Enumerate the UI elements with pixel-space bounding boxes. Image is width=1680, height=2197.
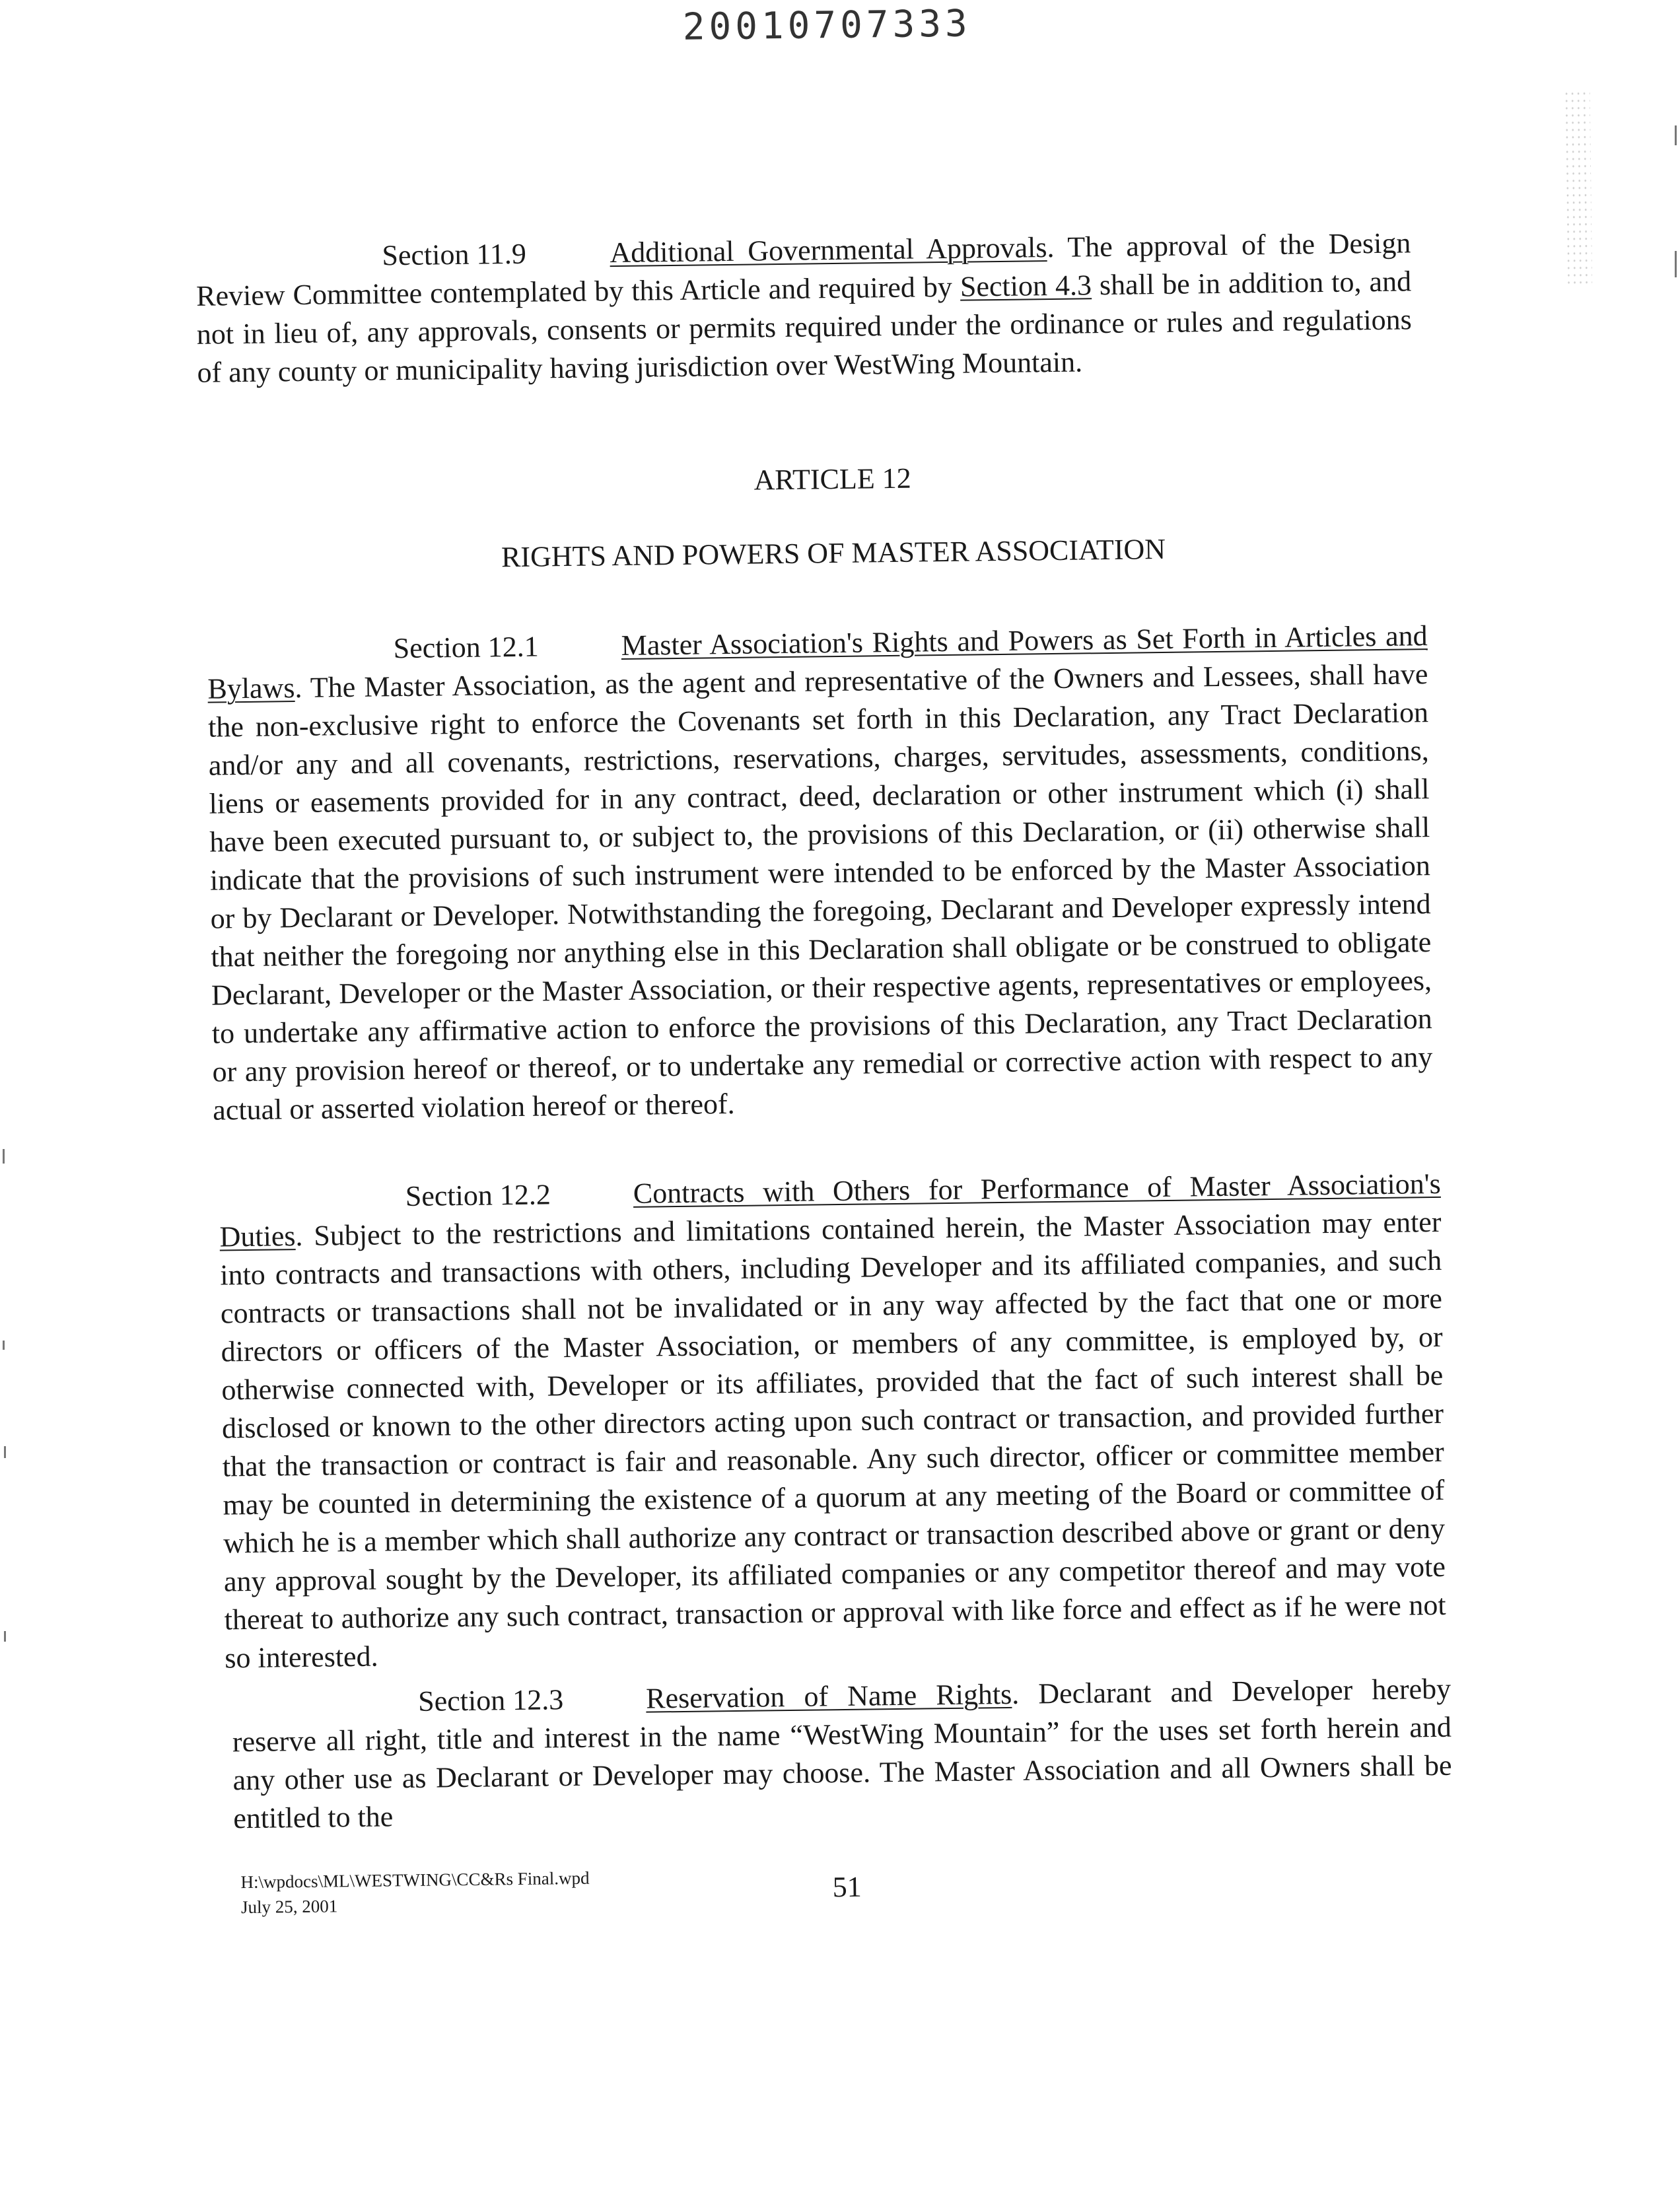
section-heading: Reservation of Name Rights (645, 1677, 1012, 1715)
scan-edge-mark (4, 1631, 6, 1642)
section-number: Section 11.9 (382, 237, 527, 272)
section-heading: Contracts with Others for Performance of Master Association's Duties (219, 1167, 1442, 1253)
scan-edge-mark (1675, 251, 1677, 277)
section-text: . The Master Association, as the agent and representative of the Owners and Lessees, shall have the non-exclusive right to enforce the Covenants set forth in this Declaration, any Tract Declaration and/or any and all covenants, restrictions, reservations, charges, servitudes, assessments, conditions, liens or easements provided for in any contract, deed, declaration or other instrument which (i) shall have been executed pursuant to, or subject to, the provisions of this Declaration, or (ii) otherwise shall indicate that the provisions of such instrument were intended to be enforced by the Master Association or by Declarant or Developer. Notwithstanding the foregoing, Declarant and Developer expressly intend that neither the foregoing nor anything else in this Declaration shall obligate or be construed to obligate Declarant, Developer or the Master Association, or their respective agents, representatives or employees, to undertake any affirmative action to enforce the provisions of this Declaration, any Tract Declaration or any provision hereof or thereof, or to undertake any remedial or corrective action with respect to any actual or asserted violation hereof or thereof. (207, 658, 1433, 1127)
section-12-3 (232, 1670, 1453, 1838)
scan-edge-mark (3, 1341, 5, 1350)
section-text: shall be in addition to, and not in lieu of, any approvals, consents or permits required under the ordinance or rules and regulations of any county or municipality having jurisdiction over WestWing Mountain. (196, 265, 1413, 389)
footer-file-info (240, 1866, 590, 1920)
page-number: 51 (832, 1870, 862, 1904)
section-heading: Master Association's Rights and Powers as Set Forth in Articles and Bylaws (207, 619, 1428, 705)
section-text: . The approval of the Design Review Committee contemplated by this Article and required by (195, 227, 1411, 312)
footer-date: July 25, 2001 (240, 1896, 338, 1918)
section-12-1 (207, 617, 1433, 1130)
section-11-9 (195, 224, 1413, 392)
article-subtitle-text: RIGHTS AND POWERS OF MASTER ASSOCIATION (501, 532, 1166, 574)
section-number: Section 12.1 (393, 630, 539, 665)
scan-edge-mark (1675, 125, 1677, 145)
article-subtitle (0, 526, 1673, 580)
recording-number: 20010707333 (682, 2, 972, 49)
section-heading: Additional Governmental Approvals (610, 231, 1047, 269)
section-number: Section 12.3 (417, 1683, 564, 1718)
scan-edge-mark (4, 1446, 6, 1458)
footer-file-path: H:\wpdocs\ML\WESTWING\CC&Rs Final.wpd (240, 1867, 590, 1893)
article-title: ARTICLE 12 (753, 462, 911, 497)
section-12-2 (219, 1165, 1447, 1678)
scan-noise (1564, 90, 1593, 288)
section-number: Section 12.2 (405, 1178, 551, 1213)
scan-edge-mark (3, 1149, 5, 1164)
section-text: . Subject to the restrictions and limitations contained herein, the Master Association may enter into contracts and transactions with others, including Developer and its affiliated companies, and such contracts or transactions shall not be invalidated or in any way affected by the fact that one or more directors or officers of the Master Association, or members of any committee, is employed by, or otherwise connected with, Developer or its affiliates, provided that the fact of such interest shall be disclosed or known to the other directors acting upon such contract or transaction, and provided further that the transaction or contract is fair and reasonable. Any such director, officer or committee member may be counted in determining the existence of a quorum at any meeting of the Board or committee of which he is a member which shall authorize any contract or transaction described above or grant or deny any approval sought by the Developer, its affiliated companies or any competitor thereof and may vote thereat to authorize any such contract, transaction or approval with like force and effect as if he were not so interested. (219, 1205, 1446, 1675)
section-reference: Section 4.3 (960, 269, 1092, 303)
section-text: . Declarant and Developer hereby reserve all right, title and interest in the name “WestWing Mountain” for the uses set forth herein and any other use as Declarant or Developer may choose. The Master Association and all Owners shall be entitled to the (232, 1672, 1452, 1835)
